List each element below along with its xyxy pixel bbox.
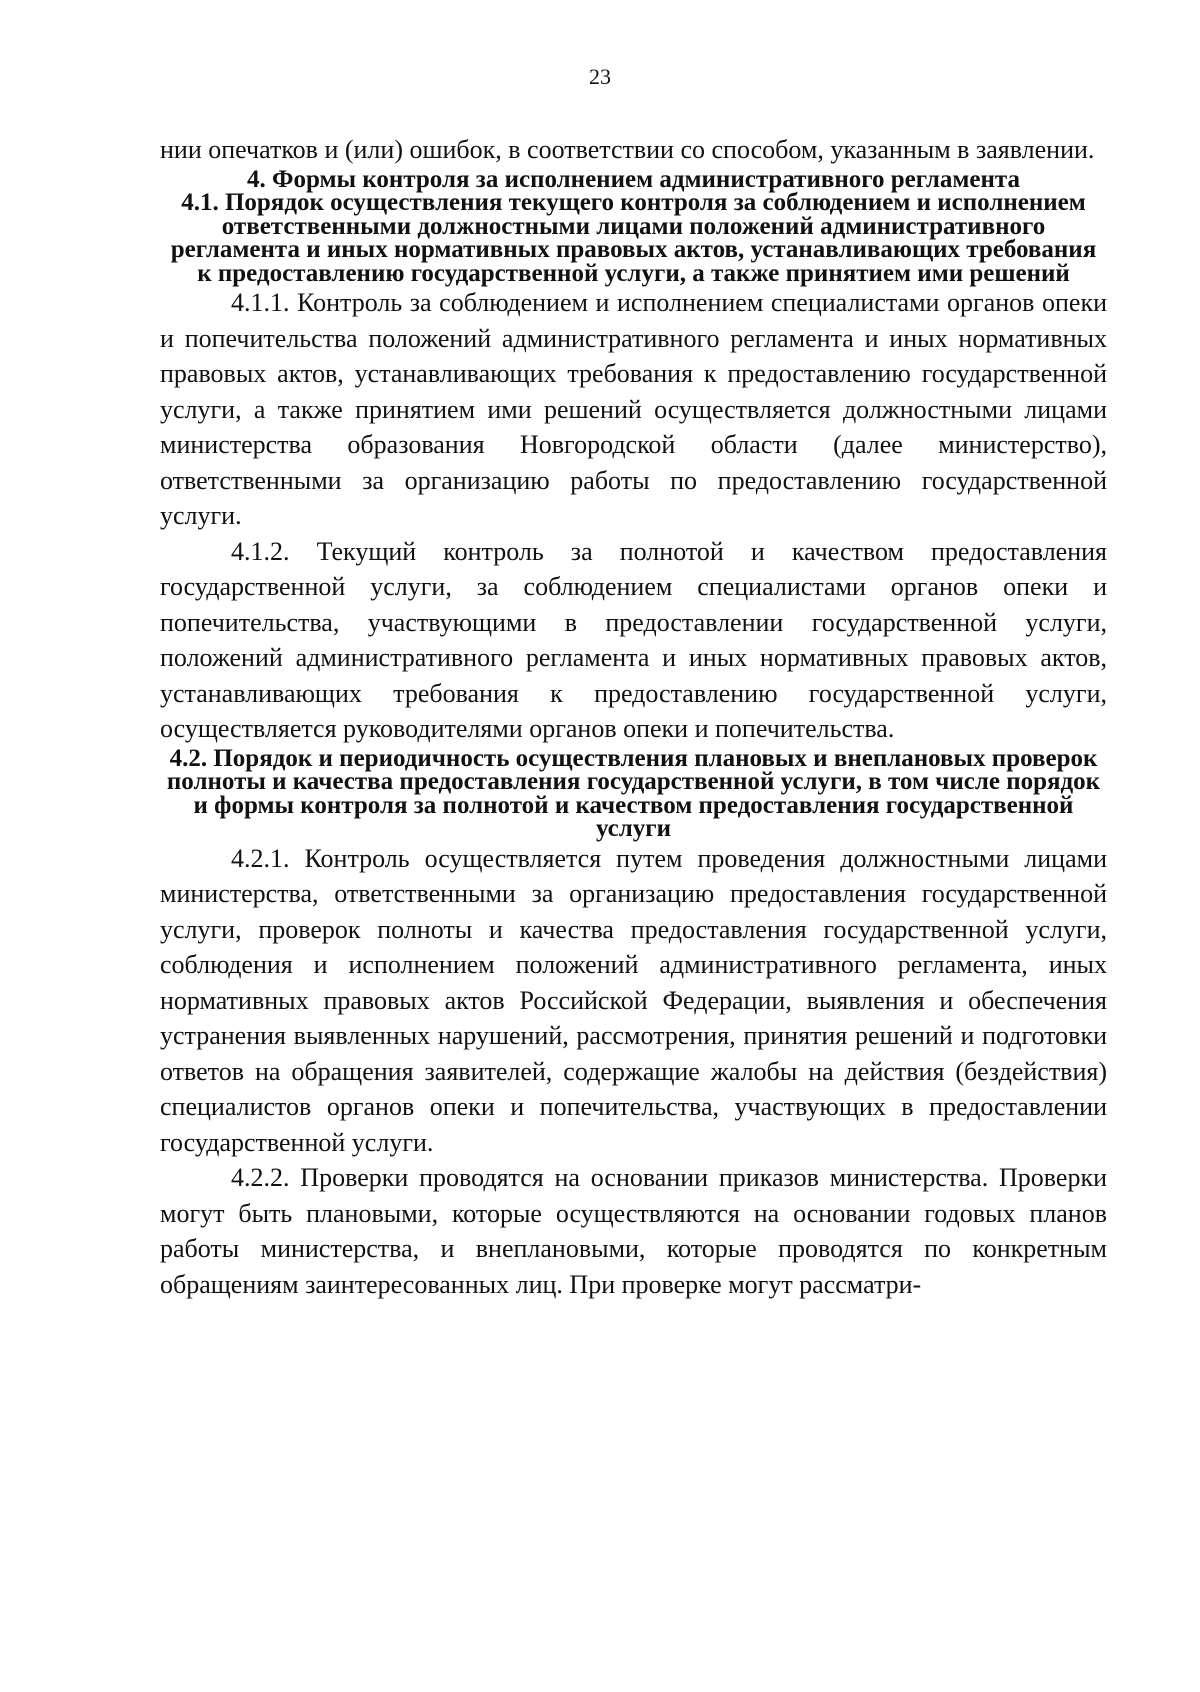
paragraph-4-2-1: 4.2.1. Контроль осуществляется путем проведения должностными лицами министерства, ответственными за организацию предоставления государственной услуги, проверок полноты и качества предоставления государственной услуги, соблюдения и исполнением положений административного регламента, иных нормативных правовых актов Российской Федерации, выявления и обеспечения устранения выявленных нарушений, рассмотрения, принятия решений и подготовки ответов на обращения заявителей, содержащие жалобы на действия (бездействия) специалистов органов опеки и попечительства, участвующих в предоставлении государственной услуги.	[160, 843, 1107, 1157]
document-body	[160, 132, 1107, 1302]
subsection-4-1-heading: 4.1. Порядок осуществления текущего контроля за соблюдением и исполнением ответственными должностными лицами положений административного регламента и иных нормативных правовых актов, устанавливающих требования к предоставлению государственной услуги, а также принятием ими решений	[170, 189, 1097, 287]
paragraph-4-2-2: 4.2.2. Проверки проводятся на основании приказов министерства. Проверки могут быть плановыми, которые осуществляются на основании годовых планов работы министерства, и внеплановыми, которые проводятся по конкретным обращениям заинтересованных лиц. При проверке могут рассматри-	[160, 1163, 1107, 1299]
paragraph-4-1-2: 4.1.2. Текущий контроль за полнотой и качеством предоставления государственной услуги, за соблюдением специалистами органов опеки и попечительства, участвующими в предоставлении государственной услуги, положений административного регламента и иных нормативных правовых актов, устанавливающих требования к предоставлению государственной услуги, осуществляется руководителями органов опеки и попечительства.	[160, 536, 1107, 743]
subsection-4-2-heading: 4.2. Порядок и периодичность осуществления плановых и внеплановых проверок полноты и качества предоставления государственной услуги, в том числе порядок и формы контроля за полнотой и качеством предоставления государственной услуги	[166, 744, 1101, 842]
intro-paragraph: нии опечатков и (или) ошибок, в соответствии со способом, указанным в заявлении.	[160, 135, 1095, 164]
paragraph-4-1-1: 4.1.1. Контроль за соблюдением и исполнением специалистами органов опеки и попечительства положений административного регламента и иных нормативных правовых актов, устанавливающих требования к предоставлению государственной услуги, а также принятием ими решений осуществляется должностными лицами министерства образования Новгородской области (далее министерство), ответственными за организацию работы по предоставлению государственной услуги.	[160, 288, 1107, 530]
page-number: 23	[589, 64, 611, 89]
section-4-heading: 4. Формы контроля за исполнением административного регламента	[247, 165, 1020, 193]
